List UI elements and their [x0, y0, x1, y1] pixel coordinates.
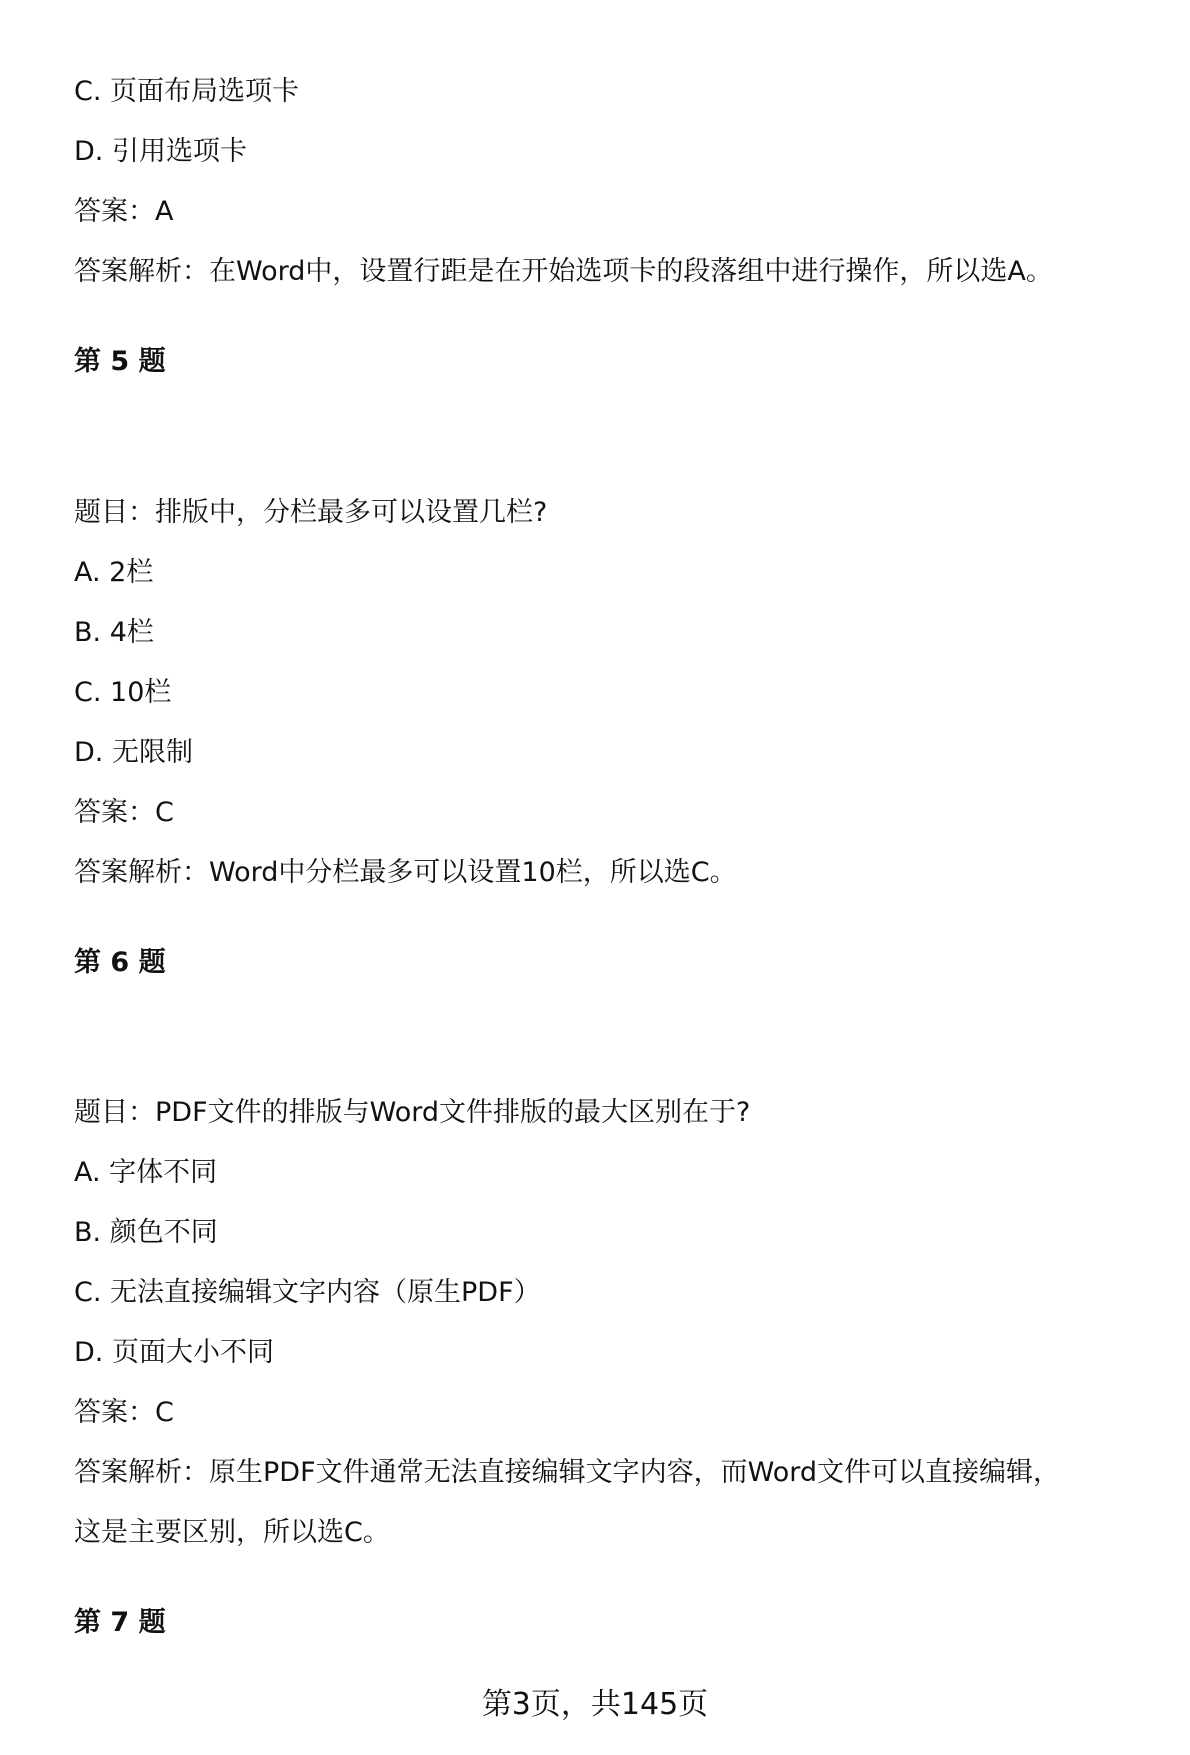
q4-answer: 答案：A	[74, 196, 174, 227]
q7-heading: 第 7 题	[74, 1607, 166, 1638]
q5-explanation: 答案解析：Word中分栏最多可以设置10栏，所以选C。	[74, 857, 737, 888]
q5-answer: 答案：C	[74, 797, 174, 828]
page-number-footer: 第3页，共145页	[481, 1687, 709, 1722]
q6-option-c: C. 无法直接编辑文字内容（原生PDF）	[74, 1277, 541, 1308]
q6-option-b: B. 颜色不同	[74, 1217, 218, 1248]
q5-option-d: D. 无限制	[74, 737, 193, 768]
q6-explanation-line1: 答案解析：原生PDF文件通常无法直接编辑文字内容，而Word文件可以直接编辑，	[74, 1457, 1060, 1488]
q4-option-c: C. 页面布局选项卡	[74, 76, 300, 107]
q6-explanation-line2: 这是主要区别，所以选C。	[74, 1517, 390, 1548]
q5-option-b: B. 4栏	[74, 617, 154, 648]
q6-option-a: A. 字体不同	[74, 1157, 218, 1188]
q5-option-a: A. 2栏	[74, 557, 154, 588]
q4-option-d: D. 引用选项卡	[74, 136, 247, 167]
q6-question: 题目：PDF文件的排版与Word文件排版的最大区别在于?	[74, 1097, 751, 1128]
q5-option-c: C. 10栏	[74, 677, 172, 708]
q5-heading: 第 5 题	[74, 346, 166, 377]
q6-answer: 答案：C	[74, 1397, 174, 1428]
q5-question: 题目：排版中，分栏最多可以设置几栏?	[74, 497, 548, 528]
q6-option-d: D. 页面大小不同	[74, 1337, 274, 1368]
q6-heading: 第 6 题	[74, 947, 166, 978]
q4-explanation: 答案解析：在Word中，设置行距是在开始选项卡的段落组中进行操作，所以选A。	[74, 256, 1053, 287]
